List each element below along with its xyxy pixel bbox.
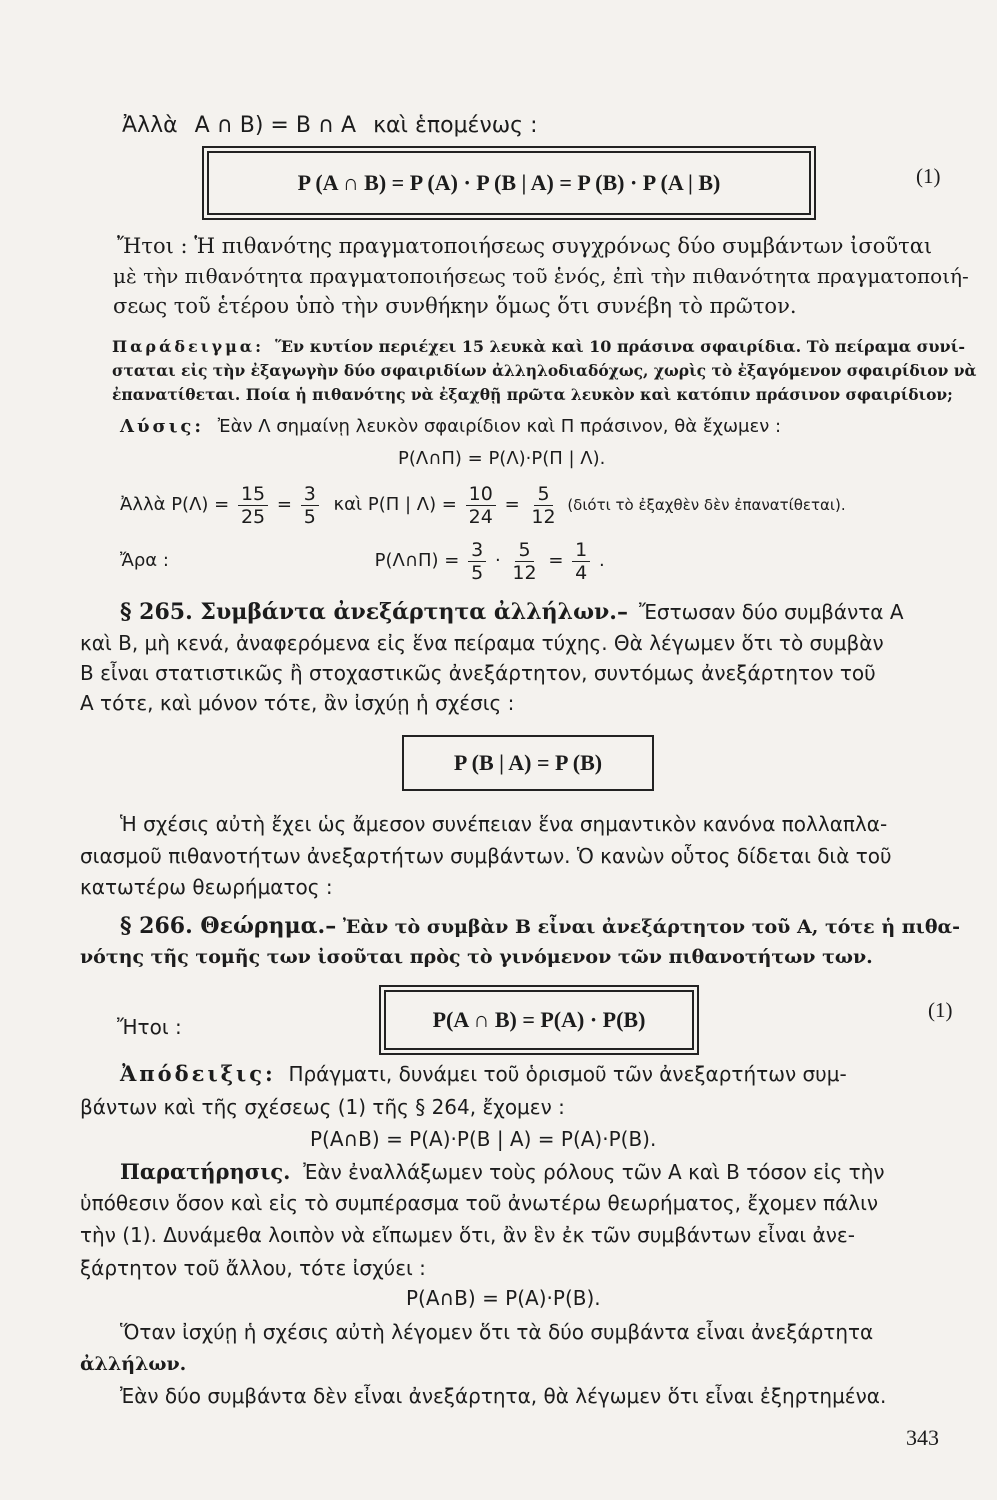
proof-text-1: Πράγματι, δυνάμει τοῦ ὁρισμοῦ τῶν ἀνεξαρτήτων συμ- (288, 1062, 847, 1086)
section-266-heading: § 266. Θεώρημα.– (120, 913, 337, 939)
fraction-num: 3 (301, 483, 319, 506)
solution-text: Ἐὰν Λ σημαίνῃ λευκὸν σφαιρίδιον καὶ Π πράσινον, θὰ ἔχωμεν : (217, 416, 782, 437)
solution-reason: (διότι τὸ ἐξαχθὲν δὲν ἐπανατίθεται). (567, 496, 846, 514)
statement-line-2: μὲ τὴν πιθανότητα πραγματοποιήσεως τοῦ ἑνός, ἐπὶ τὴν πιθανότητα πραγματοποιή- (113, 264, 969, 288)
intro-prefix: Ἀλλὰ (122, 113, 178, 138)
proof-line-1 (120, 1060, 847, 1088)
remark-equation: P(A∩B) = P(A)·P(B). (406, 1286, 601, 1310)
example-text-1: Ἕν κυτίον περιέχει 15 λευκὰ καὶ 10 πράσινα σφαιρίδια. Τὸ πείραμα συνί- (275, 337, 965, 356)
example-line-1 (112, 336, 965, 358)
fraction-num: 5 (515, 539, 533, 562)
remark-line-3: τὴν (1). Δυνάμεθα λοιπὸν νὰ εἴπωμεν ὅτι, ἂν ἓν ἐκ τῶν συμβάντων εἶναι ἀνε- (80, 1223, 855, 1247)
remark-closing-1: Ὅταν ἰσχύῃ ἡ σχέσις αὐτὴ λέγομεν ὅτι τὰ δύο συμβάντα εἶναι ἀνεξάρτητα (120, 1320, 874, 1344)
fraction-3-5 (301, 483, 319, 528)
fraction-den: 5 (303, 505, 316, 528)
fraction-den: 12 (512, 561, 537, 584)
remark-closing-2: ἀλλήλων. (80, 1353, 187, 1375)
example-line-3: ἐπανατίθεται. Ποία ἡ πιθανότης νὰ ἐξαχθῇ πρῶτα λευκὸν καὶ κατόπιν πράσινον σφαιρίδιον; (112, 385, 953, 404)
result-lhs: P(Λ∩Π) = (374, 550, 460, 571)
fraction-den: 4 (575, 561, 588, 584)
equals-sign: = (504, 494, 520, 515)
section-265-heading: § 265. Συμβάντα ἀνεξάρτητα ἀλλήλων.– (120, 599, 628, 625)
theorem-formula-number: (1) (928, 998, 953, 1022)
equals-sign: = (276, 494, 292, 515)
section-265-line-3: B εἶναι στατιστικῶς ἢ στοχαστικῶς ἀνεξάρτητον, συντόμως ἀνεξάρτητον τοῦ (80, 661, 876, 685)
period: . (599, 550, 605, 571)
section-265-text-1: Ἔστωσαν δύο συμβάντα A (638, 600, 904, 624)
section-266-text-1: Ἐὰν τὸ συμβὰν B εἶναι ἀνεξάρτητον τοῦ A, τότε ἡ πιθα- (342, 916, 961, 938)
section-265-after-3: κατωτέρω θεωρήματος : (80, 875, 333, 899)
fraction-5-12-b (509, 539, 539, 584)
solution-result-line (120, 536, 605, 586)
ara-label: Ἄρα : (120, 550, 169, 571)
page-number: 343 (906, 1425, 939, 1450)
intro-expression: A ∩ B) = B ∩ A (194, 113, 357, 138)
fraction-1-4 (572, 539, 590, 584)
remark-text-1: Ἐὰν ἐναλλάξωμεν τοὺς ρόλους τῶν A καὶ B τόσον εἰς τὴν (303, 1160, 885, 1184)
formula-box-theorem (384, 990, 694, 1050)
formula-1: P (A ∩ B) = P (A) · P (B | A) = P (B) · P (A | B) (297, 170, 721, 195)
section-265-line-4: A τότε, καὶ μόνον τότε, ἂν ἰσχύῃ ἡ σχέσις : (80, 691, 515, 715)
solution-equation-1: P(Λ∩Π) = P(Λ)·P(Π | Λ). (398, 448, 606, 469)
statement-line-1: Ἤτοι : Ἡ πιθανότης πραγματοποιήσεως συγχρόνως δύο συμβάντων ἰσοῦται (117, 234, 933, 258)
intro-suffix: καὶ ἑπομένως : (373, 113, 538, 138)
formula-box-independence (402, 735, 654, 791)
section-265-after-1: Ἡ σχέσις αὐτὴ ἔχει ὡς ἄμεσον συνέπειαν ἕνα σημαντικὸν κανόνα πολλαπλα- (120, 812, 888, 836)
example-line-2: σταται εἰς τὴν ἐξαγωγὴν δύο σφαιριδίων ἀλληλοδιαδόχως, χωρὶς τὸ ἐξαγόμενον σφαιρίδιον νὰ (112, 361, 977, 380)
formula-1-number: (1) (916, 164, 941, 188)
section-265-after-2: σιασμοῦ πιθανοτήτων ἀνεξαρτήτων συμβάντων. Ὁ κανὼν οὗτος δίδεται διὰ τοῦ (80, 844, 892, 868)
proof-label: Ἀπόδειξις: (120, 1061, 276, 1086)
statement-line-3: σεως τοῦ ἑτέρου ὑπὸ τὴν συνθήκην ὅμως ὅτι συνέβη τὸ πρῶτον. (113, 294, 797, 318)
solution-probabilities-line (120, 480, 846, 530)
example-label: Παράδειγμα: (112, 337, 265, 356)
section-266-line-1 (120, 912, 960, 941)
proof-equation: P(A∩B) = P(A)·P(B | A) = P(A)·P(B). (310, 1127, 657, 1151)
fraction-num: 5 (534, 483, 552, 506)
fraction-15-25 (238, 483, 268, 528)
fraction-num: 3 (468, 539, 486, 562)
intro-line (122, 112, 537, 140)
formula-box-1 (207, 151, 811, 215)
solution-line (120, 413, 781, 441)
remark-line-1 (120, 1158, 885, 1186)
fraction-den: 24 (468, 505, 493, 528)
alla-p-lambda: Ἀλλὰ P(Λ) = (120, 494, 230, 515)
fraction-den: 5 (471, 561, 484, 584)
remark-label: Παρατήρησις. (120, 1159, 291, 1184)
remark-closing-3: Ἐὰν δύο συμβάντα δὲν εἶναι ἀνεξάρτητα, θὰ λέγωμεν ὅτι εἶναι ἐξηρτημένα. (120, 1384, 887, 1408)
fraction-num: 10 (466, 483, 496, 506)
kai-p-pi-given-lambda: καὶ P(Π | Λ) = (333, 494, 457, 515)
fraction-den: 25 (240, 505, 266, 528)
remark-line-4: ξάρτητον τοῦ ἄλλου, τότε ἰσχύει : (80, 1256, 426, 1280)
remark-line-2: ὑπόθεσιν ὅσον καὶ εἰς τὸ συμπέρασμα τοῦ ἀνωτέρω θεωρήματος, ἔχομεν πάλιν (80, 1191, 879, 1215)
fraction-10-24 (466, 483, 496, 528)
fraction-num: 1 (572, 539, 590, 562)
multiply-dot: · (494, 550, 501, 571)
fraction-3-5-b (468, 539, 486, 584)
independence-formula: P (B | A) = P (B) (453, 750, 603, 775)
etoi-label: Ἤτοι : (117, 1015, 182, 1039)
section-266-line-2: νότης τῆς τομῆς των ἰσοῦται πρὸς τὸ γινόμενον τῶν πιθανοτήτων των. (80, 946, 873, 968)
theorem-formula: P(A ∩ B) = P(A) · P(B) (432, 1007, 646, 1032)
fraction-5-12 (528, 483, 558, 528)
solution-label: Λύσις: (120, 416, 205, 437)
proof-line-2: βάντων καὶ τῆς σχέσεως (1) τῆς § 264, ἔχομεν : (80, 1095, 565, 1119)
section-265-line-2: καὶ B, μὴ κενά, ἀναφερόμενα εἰς ἕνα πείραμα τύχης. Θὰ λέγωμεν ὅτι τὸ συμβὰν (80, 631, 884, 655)
fraction-den: 12 (531, 505, 556, 528)
equals-sign: = (548, 550, 564, 571)
fraction-num: 15 (238, 483, 268, 506)
section-265-line-1 (120, 598, 904, 627)
